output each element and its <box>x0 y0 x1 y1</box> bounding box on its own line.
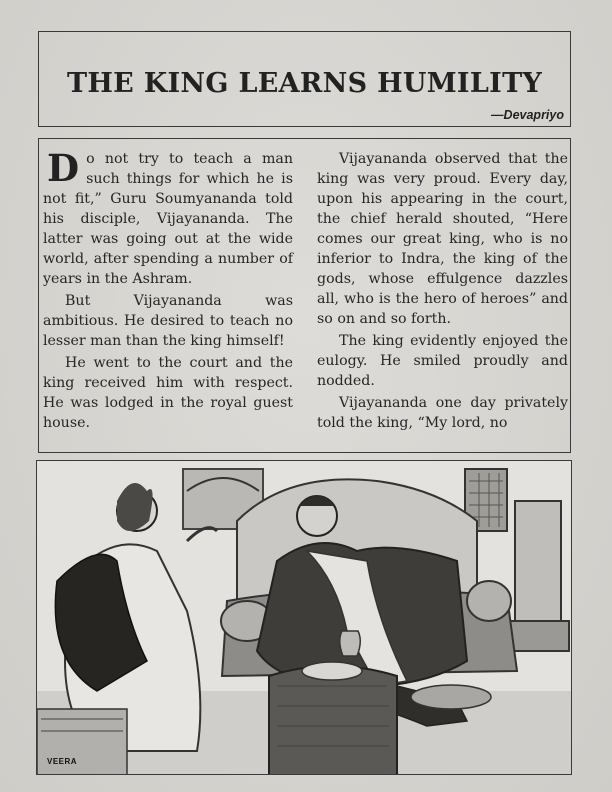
small-table <box>269 666 397 775</box>
jug <box>340 631 361 656</box>
story-title: THE KING LEARNS HUMILITY <box>66 68 543 99</box>
paragraph <box>43 146 293 289</box>
paragraph: Vijayananda one day privately told the king, “My lord, no <box>317 395 568 431</box>
pillar <box>515 501 561 621</box>
author-byline: —Devapriyo <box>491 108 564 122</box>
left-column <box>43 146 293 433</box>
fruit-plate <box>302 662 362 680</box>
story-illustration <box>36 460 572 775</box>
footstool <box>411 685 491 709</box>
paragraph: He went to the court and the king received him with respect. He was lodged in the royal guest house. <box>43 355 293 431</box>
court-scene-drawing <box>37 461 572 775</box>
paragraph: The king evidently enjoyed the eulogy. He smiled proudly and nodded. <box>317 333 568 389</box>
title-box <box>38 31 571 127</box>
artist-signature: VEERA <box>47 757 78 766</box>
paragraph: Vijayananda observed that the king was very proud. Every day, upon his appearing in the court, the chief herald shouted, “Here comes our great king, who is no inferior to Indra, the king of the gods, whose effulgence dazzles all, who is the hero of heroes” and so on and so forth. <box>317 151 568 327</box>
paragraph-text: o not try to teach a man such things for which he is not fit,” Guru Soumyananda told his disciple, Vijayananda. The latter was going out at the wide world, after spending a number of years in the Ashram. <box>43 151 293 287</box>
story-text-box <box>38 138 571 453</box>
drop-cap: D <box>47 146 80 190</box>
paragraph: But Vijayananda was ambitious. He desired to teach no lesser man than the king himself! <box>43 293 293 349</box>
right-column <box>317 149 568 433</box>
